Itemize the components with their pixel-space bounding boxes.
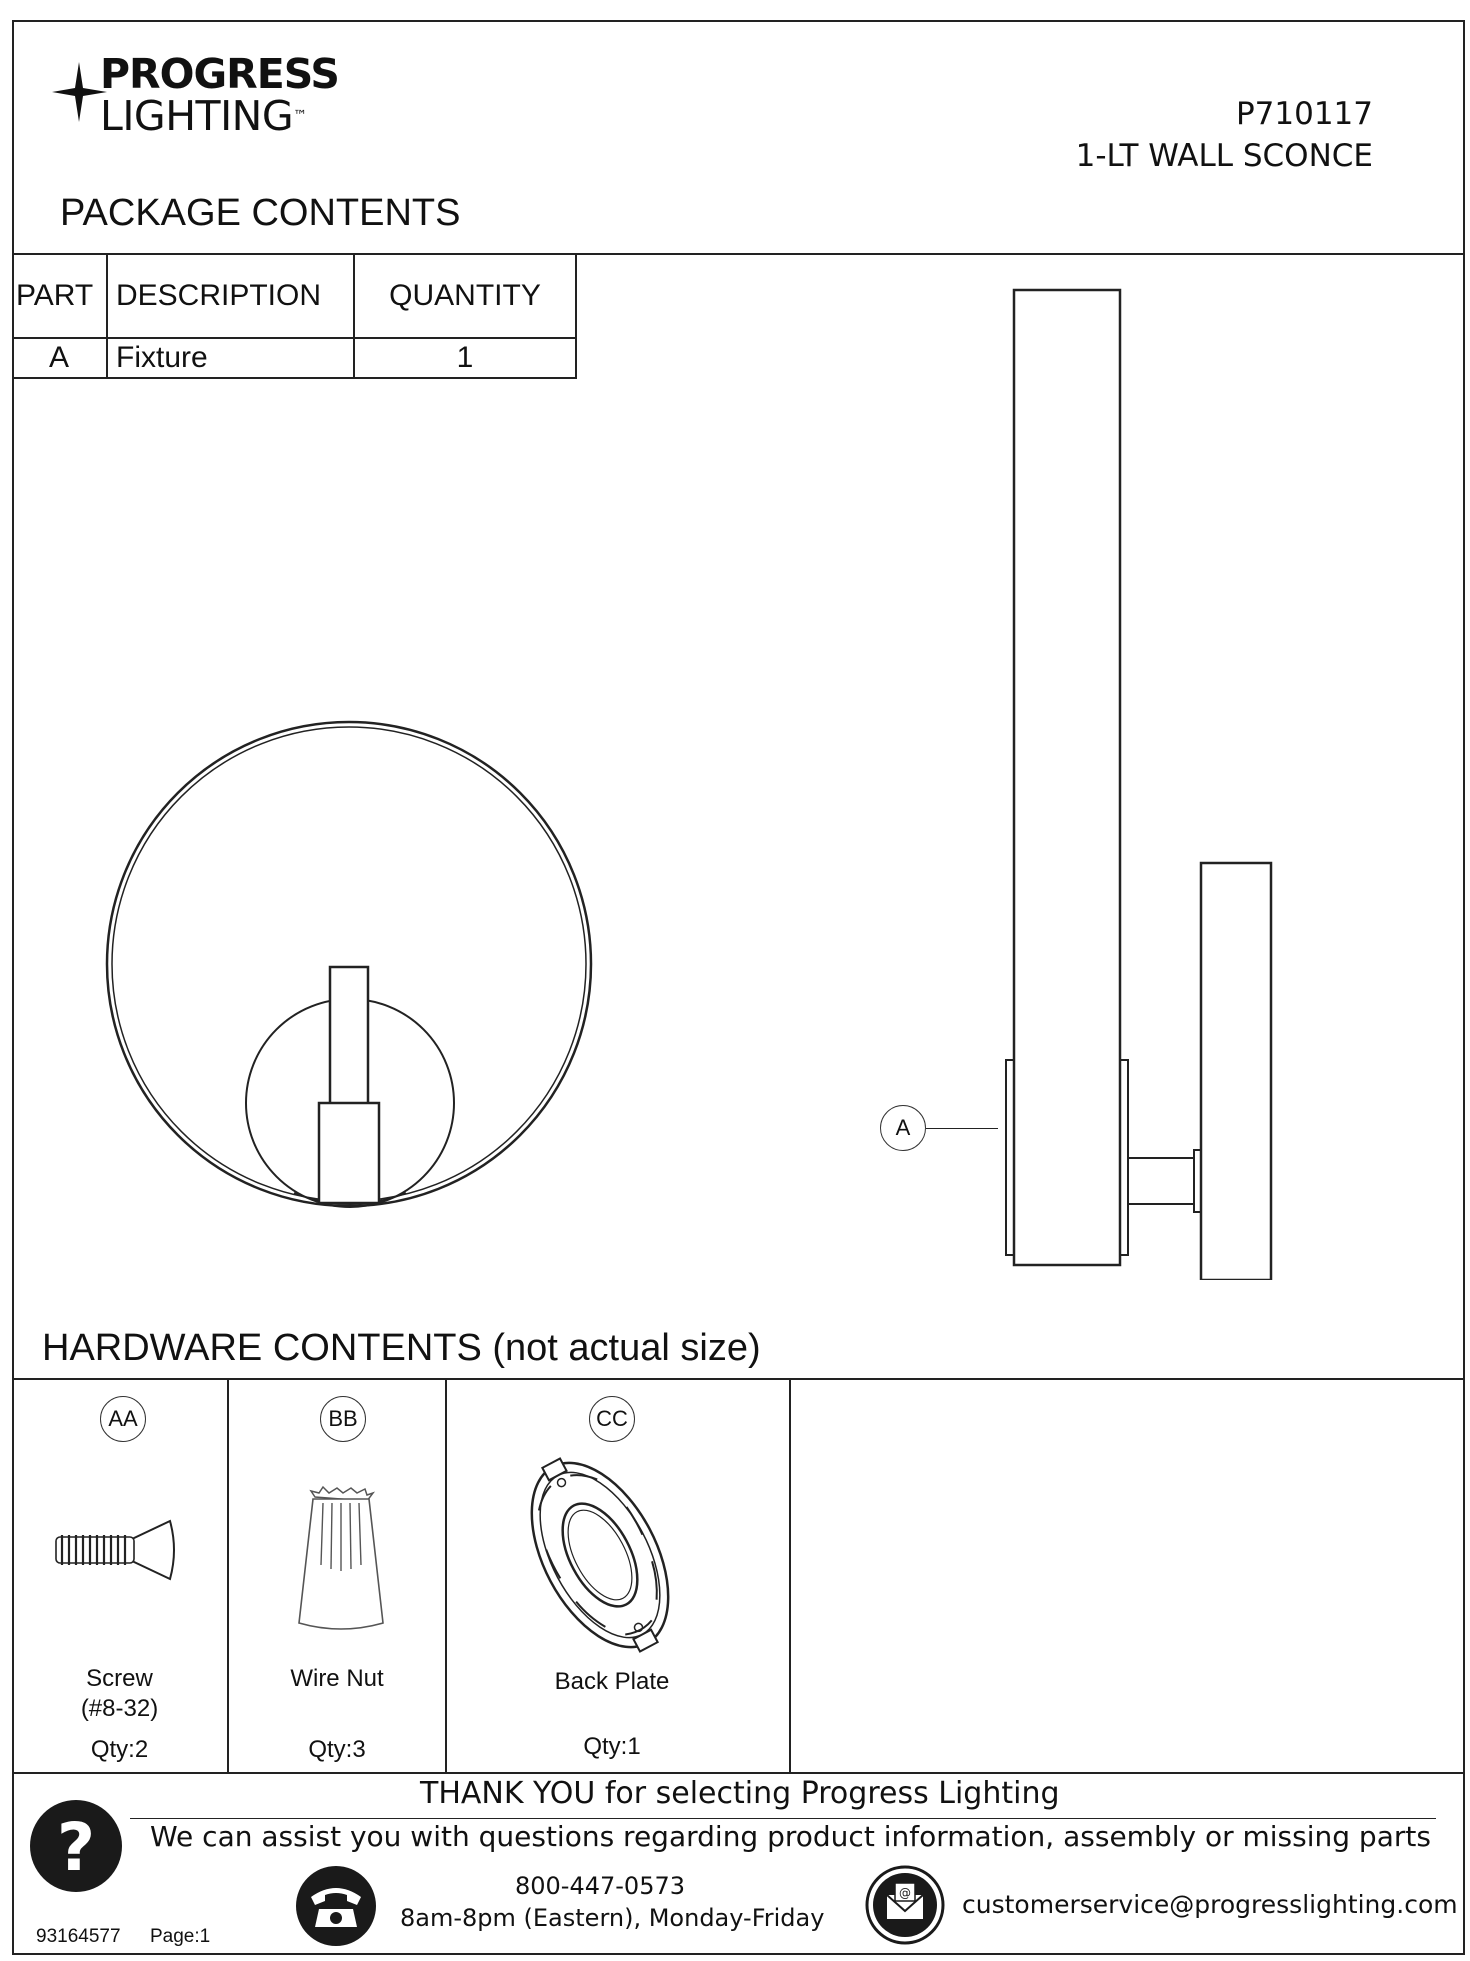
hardware-spec-aa: (#8-32) bbox=[80, 1695, 159, 1722]
hardware-col-divider-2 bbox=[445, 1378, 447, 1772]
footer-rule bbox=[130, 1818, 1436, 1819]
callout-a: A bbox=[880, 1105, 926, 1151]
trademark: ™ bbox=[293, 108, 307, 124]
hardware-bottom-divider bbox=[12, 1772, 1465, 1774]
hardware-contents-title: HARDWARE CONTENTS (not actual size) bbox=[42, 1327, 761, 1369]
svg-text:?: ? bbox=[56, 1809, 96, 1886]
hardware-qty-bb: Qty:3 bbox=[308, 1736, 366, 1763]
brand-logo bbox=[52, 52, 372, 142]
phone-hours: 8am-8pm (Eastern), Monday-Friday bbox=[400, 1904, 825, 1932]
hardware-col-divider-3 bbox=[789, 1378, 791, 1772]
parts-table-header bbox=[12, 254, 576, 338]
page-number: Page:1 bbox=[150, 1926, 211, 1947]
hardware-name-aa: Screw bbox=[86, 1665, 153, 1692]
cell-part: A bbox=[12, 338, 107, 378]
hardware-name-cc: Back Plate bbox=[554, 1668, 670, 1695]
col-quantity: QUANTITY bbox=[354, 254, 576, 338]
phone-icon bbox=[295, 1865, 377, 1947]
cell-description: Fixture bbox=[107, 338, 354, 378]
screw-icon bbox=[50, 1515, 180, 1585]
thank-you-text: THANK YOU for selecting Progress Lighting bbox=[420, 1776, 1060, 1811]
hardware-col-divider-1 bbox=[227, 1378, 229, 1772]
phone-number: 800-447-0573 bbox=[514, 1872, 685, 1900]
back-plate-icon bbox=[515, 1445, 685, 1665]
doc-number: 93164577 bbox=[36, 1926, 121, 1947]
fixture-front-view bbox=[100, 715, 600, 1225]
hardware-qty-cc: Qty:1 bbox=[583, 1733, 641, 1760]
hardware-top-divider bbox=[12, 1378, 1465, 1380]
email-icon bbox=[865, 1865, 945, 1945]
star-icon bbox=[52, 62, 107, 122]
col-description: DESCRIPTION bbox=[107, 254, 354, 338]
table-row bbox=[12, 338, 576, 378]
wire-nut-icon bbox=[295, 1485, 387, 1635]
hardware-badge-aa: AA bbox=[100, 1396, 146, 1442]
parts-table bbox=[12, 254, 577, 379]
brand-line2 bbox=[100, 94, 307, 138]
hardware-qty-aa: Qty:2 bbox=[90, 1736, 149, 1763]
question-icon bbox=[28, 1798, 124, 1894]
col-part: PART bbox=[12, 254, 107, 338]
svg-text:@: @ bbox=[899, 1886, 911, 1900]
brand-line1: PROGRESS bbox=[100, 50, 339, 98]
callout-leader bbox=[926, 1128, 998, 1129]
product-name: 1-LT WALL SCONCE bbox=[1075, 138, 1373, 174]
package-contents-title: PACKAGE CONTENTS bbox=[60, 192, 461, 234]
fixture-side-view bbox=[1000, 285, 1290, 1280]
email-link[interactable]: customerservice@progresslighting.com bbox=[962, 1890, 1458, 1919]
model-number: P710117 bbox=[1235, 96, 1373, 132]
hardware-badge-cc: CC bbox=[589, 1396, 635, 1442]
cell-quantity: 1 bbox=[354, 338, 576, 378]
hardware-badge-bb: BB bbox=[320, 1396, 366, 1442]
hardware-name-bb: Wire Nut bbox=[290, 1665, 384, 1692]
brand-line2-text: LIGHTING bbox=[100, 92, 294, 140]
assist-text: We can assist you with questions regarding product information, assembly or missing parts bbox=[150, 1820, 1431, 1853]
